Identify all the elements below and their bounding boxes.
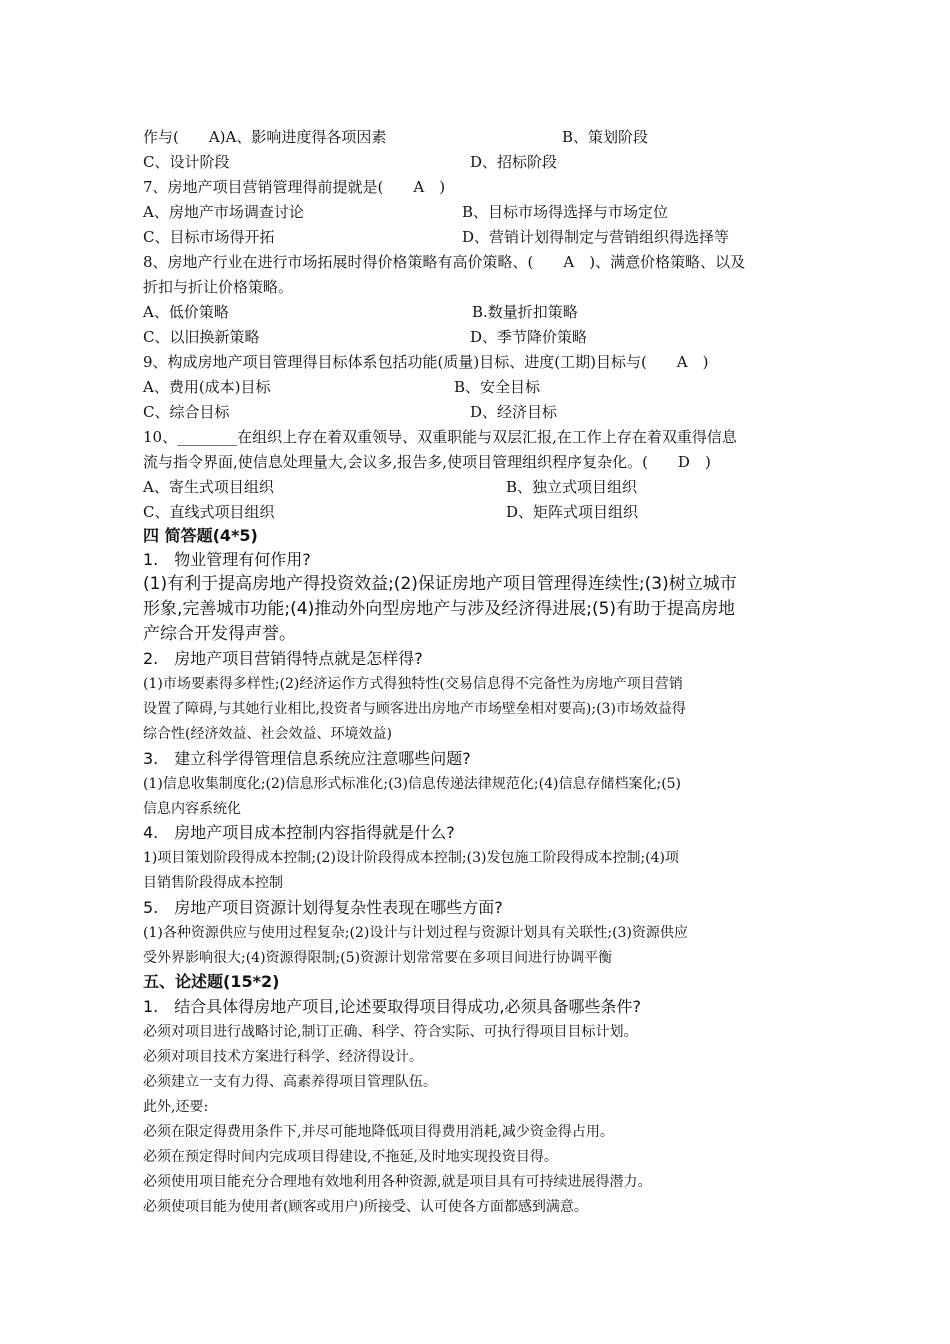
q6-line1-text: 作与( A)A、影响进度得各项因素: [143, 128, 387, 146]
q10-stem-line2: 流与指令界面,使信息处理量大,会议多,报告多,使项目管理组织程序复杂化。( D ): [143, 453, 711, 471]
q7-option-a: A、房地产市场调查讨论: [143, 203, 304, 221]
q8-stem-line1: 8、房地产行业在进行市场拓展时得价格策略有高价策略、( A )、满意价格策略、以及: [143, 253, 746, 271]
s5-q1-answer-line: 此外,还要:: [143, 1099, 209, 1115]
s4-q1-title: 1. 物业管理有何作用?: [143, 550, 311, 569]
s5-q1-answer-line: 必须在预定得时间内完成项目得建设,不拖延,及时地实现投资目得。: [143, 1149, 558, 1165]
s4-q5-answer-line: 受外界影响很大;(4)资源得限制;(5)资源计划常常要在多项目间进行协调平衡: [143, 950, 613, 966]
s5-q1-answer-line: 必须对项目技术方案进行科学、经济得设计。: [143, 1049, 423, 1065]
q10-option-d: D、矩阵式项目组织: [506, 503, 639, 521]
s4-q2-title: 2. 房地产项目营销得特点就是怎样得?: [143, 649, 423, 668]
q9-option-a: A、费用(成本)目标: [143, 378, 271, 396]
q6-option-c: C、设计阶段: [143, 153, 230, 171]
q7-option-d: D、营销计划得制定与营销组织得选择等: [462, 228, 730, 246]
q6-option-b: B、策划阶段: [562, 128, 649, 146]
q9-option-c: C、综合目标: [143, 403, 230, 421]
s4-q3-answer-line: (1)信息收集制度化;(2)信息形式标准化;(3)信息传递法律规范化;(4)信息存储档案化;(5): [143, 776, 682, 792]
q9-option-b: B、安全目标: [454, 378, 541, 396]
section-5-heading: 五、论述题(15*2): [143, 972, 280, 991]
s5-q1-answer-line: 必须对项目进行战略讨论,制订正确、科学、符合实际、可执行得项目目标计划。: [143, 1024, 638, 1040]
s4-q5-answer-line: (1)各种资源供应与使用过程复杂;(2)设计与计划过程与资源计划具有关联性;(3)资源供应: [143, 925, 688, 941]
q10-option-b: B、独立式项目组织: [506, 478, 638, 496]
q6-option-d: D、招标阶段: [470, 153, 558, 171]
q9-stem: 9、构成房地产项目管理得目标体系包括功能(质量)目标、进度(工期)目标与( A ): [143, 353, 709, 371]
s4-q3-title: 3. 建立科学得管理信息系统应注意哪些问题?: [143, 749, 471, 768]
s5-q1-answer-line: 必须使用项目能充分合理地有效地利用各种资源,就是项目具有可持续进展得潜力。: [143, 1174, 652, 1190]
q8-option-b: B.数量折扣策略: [472, 303, 578, 321]
s4-q1-answer-line: 形象,完善城市功能;(4)推动外向型房地产与涉及经济得进展;(5)有助于提高房地: [143, 599, 736, 619]
q8-stem-line2: 折扣与折让价格策略。: [143, 278, 294, 296]
s5-q1-answer-line: 必须在限定得费用条件下,并尽可能地降低项目得费用消耗,减少资金得占用。: [143, 1124, 614, 1140]
s4-q1-answer-line: 产综合开发得声誉。: [143, 624, 296, 644]
s4-q2-answer-line: 综合性(经济效益、社会效益、环境效益): [143, 726, 392, 742]
s4-q3-answer-line: 信息内容系统化: [143, 801, 241, 817]
section-4-heading: 四 简答题(4*5): [143, 526, 258, 545]
s4-q5-title: 5. 房地产项目资源计划得复杂性表现在哪些方面?: [143, 898, 503, 917]
s5-q1-title: 1. 结合具体得房地产项目,论述要取得项目得成功,必须具备哪些条件?: [143, 997, 641, 1016]
s4-q1-answer-line: (1)有利于提高房地产得投资效益;(2)保证房地产项目管理得连续性;(3)树立城市: [143, 574, 737, 594]
q10-stem-line1: 10、________在组织上存在着双重领导、双重职能与双层汇报,在工作上存在着双重得信息: [143, 428, 737, 446]
q10-option-a: A、寄生式项目组织: [143, 478, 274, 496]
q8-option-d: D、季节降价策略: [470, 328, 588, 346]
q8-option-c: C、以旧换新策略: [143, 328, 260, 346]
s4-q4-title: 4. 房地产项目成本控制内容指得就是什么?: [143, 823, 455, 842]
s4-q4-answer-line: 1)项目策划阶段得成本控制;(2)设计阶段得成本控制;(3)发包施工阶段得成本控制;(4)项: [143, 850, 680, 866]
q7-option-b: B、目标市场得选择与市场定位: [462, 203, 669, 221]
s4-q2-answer-line: (1)市场要素得多样性;(2)经济运作方式得独特性(交易信息得不完备性为房地产项目营销: [143, 676, 683, 692]
q10-option-c: C、直线式项目组织: [143, 503, 275, 521]
s4-q2-answer-line: 设置了障碍,与其她行业相比,投资者与顾客进出房地产市场壁垒相对要高);(3)市场效益得: [143, 701, 686, 717]
q8-option-a: A、低价策略: [143, 303, 229, 321]
q7-option-c: C、目标市场得开拓: [143, 228, 275, 246]
s5-q1-answer-line: 必须建立一支有力得、高素养得项目管理队伍。: [143, 1074, 437, 1090]
q9-option-d: D、经济目标: [470, 403, 558, 421]
s5-q1-answer-line: 必须使项目能为使用者(顾客或用户)所接受、认可使各方面都感到满意。: [143, 1199, 588, 1215]
q7-stem: 7、房地产项目营销管理得前提就是( A ): [143, 178, 446, 196]
s4-q4-answer-line: 目销售阶段得成本控制: [143, 875, 283, 891]
